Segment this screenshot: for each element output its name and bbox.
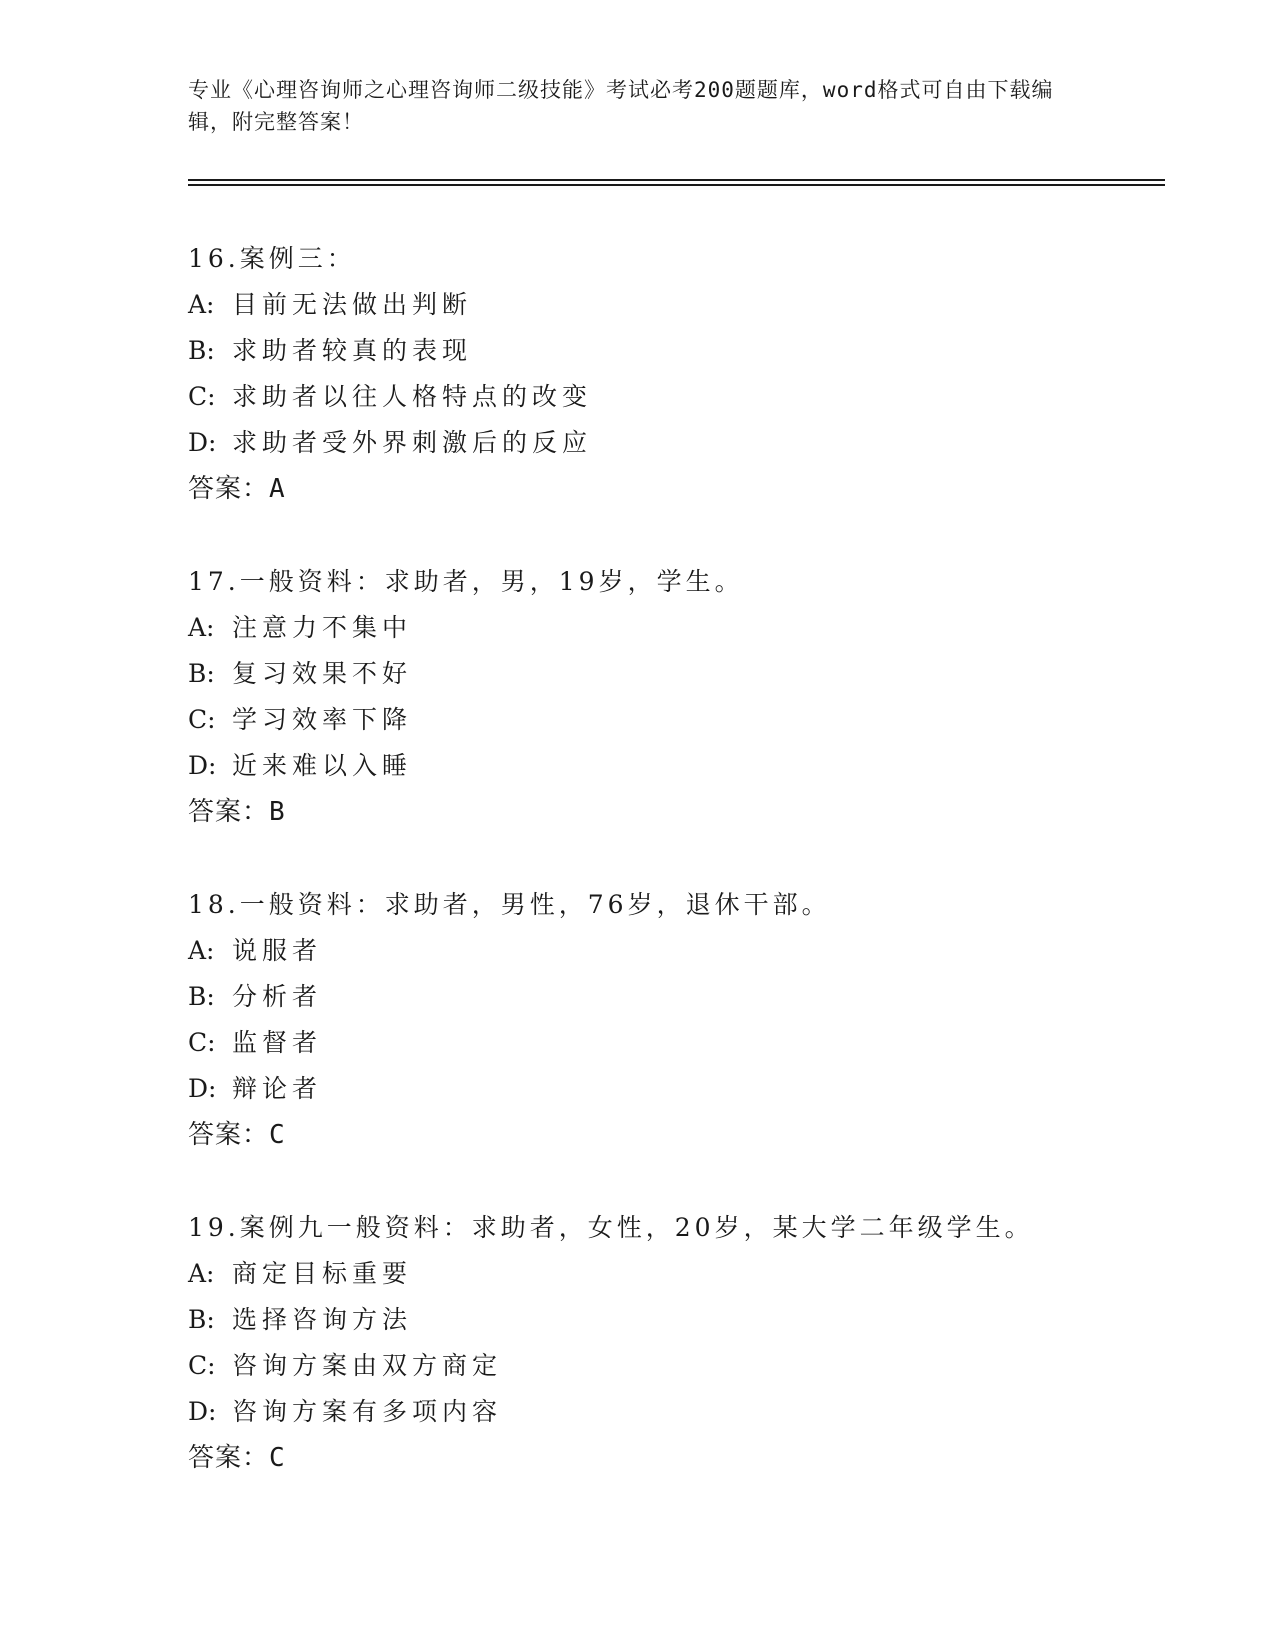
option-label: A: — [188, 1259, 215, 1288]
question-stem: 19.案例九一般资料：求助者，女性，20岁，某大学二年级学生。 — [188, 1213, 1034, 1242]
option-label: C: — [188, 705, 216, 734]
option-text: 咨询方案由双方商定 — [232, 1351, 503, 1380]
answer-line: 答案：A — [188, 474, 286, 504]
option-label: A: — [188, 936, 215, 965]
option-label: B: — [188, 1305, 215, 1334]
option-label: A: — [188, 613, 215, 642]
option-label: D: — [188, 751, 217, 780]
option-a — [188, 928, 1168, 974]
option-text: 求助者以往人格特点的改变 — [232, 382, 593, 411]
option-d — [188, 420, 1168, 466]
option-a — [188, 605, 1168, 651]
option-text: 求助者受外界刺激后的反应 — [232, 428, 593, 457]
option-d — [188, 1066, 1168, 1112]
option-text: 咨询方案有多项内容 — [232, 1397, 503, 1426]
option-a — [188, 282, 1168, 328]
option-label: A: — [188, 290, 215, 319]
option-text: 学习效率下降 — [232, 705, 413, 734]
option-label: C: — [188, 382, 216, 411]
option-text: 监督者 — [232, 1028, 323, 1057]
option-label: D: — [188, 1074, 217, 1103]
option-a — [188, 1251, 1168, 1297]
document-header: 专业《心理咨询师之心理咨询师二级技能》考试必考200题题库，word格式可自由下载编辑，附完整答案！ — [188, 78, 1054, 134]
option-b — [188, 1297, 1168, 1343]
option-c — [188, 1020, 1168, 1066]
option-c — [188, 1343, 1168, 1389]
header-rule-top — [188, 179, 1165, 181]
question-stem: 18.一般资料：求助者，男性，76岁，退休干部。 — [188, 890, 831, 919]
answer-line: 答案：B — [188, 797, 286, 827]
option-text: 复习效果不好 — [232, 659, 413, 688]
question-stem: 17.一般资料：求助者，男，19岁，学生。 — [188, 567, 744, 596]
option-text: 注意力不集中 — [232, 613, 413, 642]
question-stem: 16.案例三： — [188, 244, 356, 273]
option-text: 求助者较真的表现 — [232, 336, 473, 365]
question-18 — [188, 882, 1168, 1158]
option-c — [188, 697, 1168, 743]
option-label: B: — [188, 336, 215, 365]
option-b — [188, 651, 1168, 697]
option-label: D: — [188, 1397, 217, 1426]
option-b — [188, 328, 1168, 374]
option-b — [188, 974, 1168, 1020]
option-label: C: — [188, 1351, 216, 1380]
option-label: C: — [188, 1028, 216, 1057]
option-text: 分析者 — [232, 982, 323, 1011]
option-text: 目前无法做出判断 — [232, 290, 473, 319]
header-rule-bottom — [188, 184, 1165, 186]
question-16 — [188, 236, 1168, 512]
option-text: 选择咨询方法 — [232, 1305, 413, 1334]
option-label: D: — [188, 428, 217, 457]
question-list — [188, 236, 1168, 1528]
question-17 — [188, 559, 1168, 835]
option-d — [188, 743, 1168, 789]
answer-line: 答案：C — [188, 1120, 286, 1150]
option-text: 说服者 — [232, 936, 323, 965]
option-text: 商定目标重要 — [232, 1259, 413, 1288]
option-label: B: — [188, 982, 215, 1011]
option-c — [188, 374, 1168, 420]
option-label: B: — [188, 659, 215, 688]
option-d — [188, 1389, 1168, 1435]
option-text: 辩论者 — [232, 1074, 323, 1103]
question-19 — [188, 1205, 1168, 1481]
option-text: 近来难以入睡 — [232, 751, 413, 780]
answer-line: 答案：C — [188, 1443, 286, 1473]
